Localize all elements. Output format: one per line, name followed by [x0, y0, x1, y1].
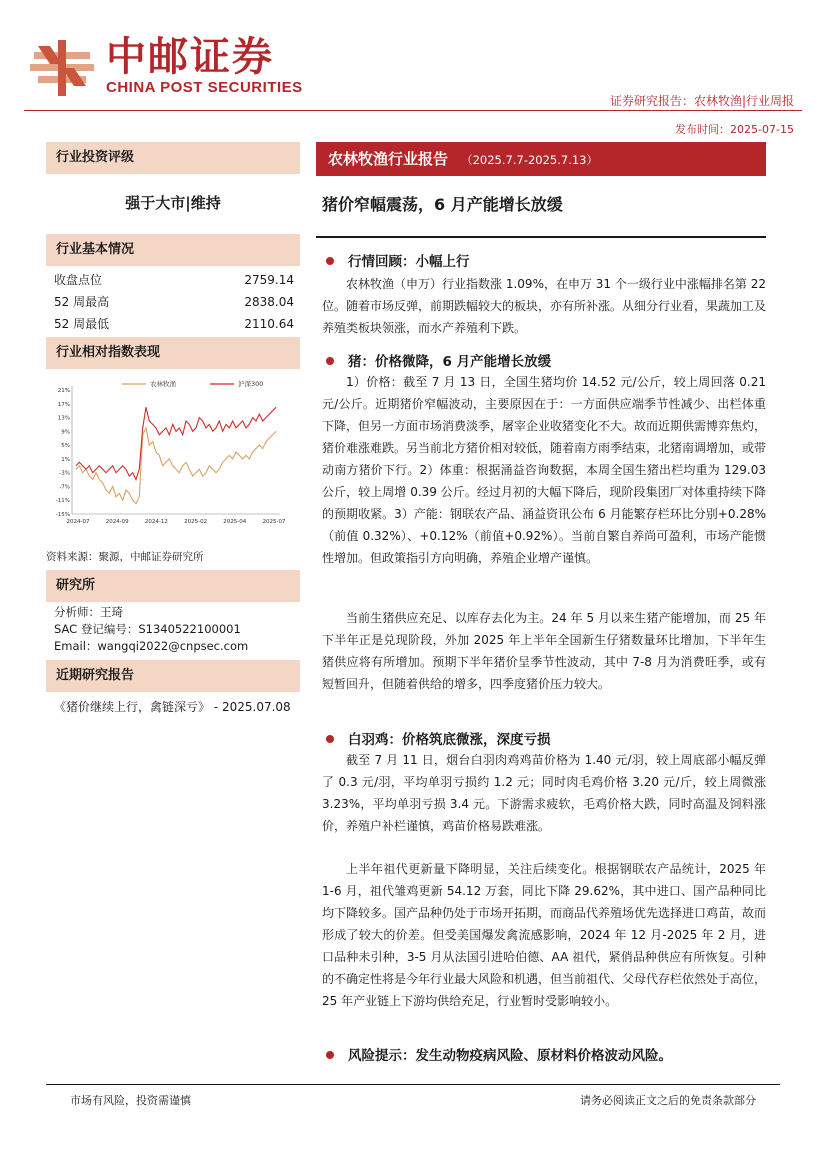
- section-heading: 行情回顾：小幅上行: [326, 250, 470, 270]
- risk-warning: 风险提示：发生动物疫病风险、原材料价格波动风险。: [326, 1044, 672, 1064]
- basics-value: 2759.14: [244, 273, 294, 287]
- bullet-icon: [326, 357, 334, 365]
- china-post-logo-icon: [28, 38, 96, 98]
- paragraph: 上半年祖代更新量下降明显，关注后续变化。根据钢联农产品统计，2025 年 1-6 月，祖代雏鸡更新 54.12 万套，同比下降 29.62%，其中进口、国产品种同比均下降较多。国产品种仍处于市场开拓期，而商品代养殖场优先选择进口鸡苗，故而形成了较大的价差。但受美国爆发禽流感影响，2024 年 12 月-2025 年 2 月，进口品种未引种，3-5 月从法国引进哈伯德、AA 祖代，紧俏品种供应有所恢复。引种的不确定性将是今年行业最大风险和机遇，但当前祖代、父母代存栏依然处于高位，25 年产业链上下游均供给充足，行业暂时受影响较小。: [322, 862, 767, 1008]
- y-tick-label: -15%: [55, 512, 70, 518]
- y-tick-label: -11%: [55, 498, 70, 505]
- report-type: 证券研究报告：农林牧渔|行业周报: [609, 94, 794, 108]
- report-headline: 猪价窄幅震荡，6 月产能增长放缓: [322, 195, 563, 214]
- bullet-icon: [326, 1051, 334, 1059]
- research-section-title: 研究所: [46, 570, 300, 602]
- basics-label: 收盘点位: [54, 273, 103, 287]
- chart-source: 资料来源：聚源，中邮证券研究所: [46, 551, 204, 563]
- industry-rating: 强于大市|维持: [125, 194, 221, 212]
- paragraph: 农林牧渔（申万）行业指数涨 1.09%，在申万 31 个一级行业中涨幅排名第 22 位。随着市场反弹，前期跌幅较大的板块，亦有所补涨。从细分行业看，果蔬加工及养殖类板块领涨，而水产养殖利下跌。: [322, 277, 767, 335]
- basics-label: 52 周最高: [54, 295, 110, 309]
- recent-section-title: 近期研究报告: [46, 660, 300, 692]
- analyst-sac: SAC 登记编号：S1340522100001: [54, 622, 241, 636]
- analyst-name: 分析师：王琦: [54, 605, 123, 619]
- relative-index-chart: [50, 376, 298, 532]
- bullet-icon: [326, 735, 334, 743]
- report-title: 农林牧渔行业报告: [328, 150, 449, 168]
- x-tick-label: 2025-07: [262, 519, 286, 525]
- basics-label: 52 周最低: [54, 317, 110, 331]
- brand-name-cn: 中邮证券: [106, 34, 274, 80]
- paragraph: 截至 7 月 11 日，烟台白羽肉鸡鸡苗价格为 1.40 元/羽，较上周底部小幅反弹了 0.3 元/羽，平均单羽亏损约 1.2 元；同时肉毛鸡价格 3.20 元/斤，较上周微涨 3.23%，平均单羽亏损 3.4 元。下游需求疲软，毛鸡价格大跌，同时高温及饲料涨价，养殖户补栏谨慎，鸡苗价格易跌难涨。: [322, 753, 766, 833]
- y-tick-label: 13%: [57, 415, 70, 422]
- x-tick-label: 2025-02: [184, 519, 208, 525]
- basics-row: [54, 291, 294, 313]
- y-tick-label: 9%: [61, 429, 70, 436]
- rating-section-title: 行业投资评级: [46, 142, 300, 174]
- legend-label: 农林牧渔: [150, 380, 176, 388]
- publish-date: 发布时间：2025-07-15: [675, 123, 794, 136]
- report-title-bar: [316, 142, 766, 176]
- y-tick-label: 5%: [61, 443, 70, 450]
- y-tick-label: -3%: [59, 470, 70, 477]
- basics-row: [54, 313, 294, 335]
- paragraph: 当前生猪供应充足、以库存去化为主。24 年 5 月以来生猪产能增加，而 25 年下半年正是兑现阶段，外加 2025 年上半年全国新生仔猪数量环比增加，下半年生猪供应将有所增加。预期下半年猪价呈季节性波动，其中 7-8 月为消费旺季，或有短暂回升，但随着供给的增多，四季度猪价压力较大。: [322, 611, 766, 691]
- y-tick-label: 1%: [61, 456, 70, 463]
- series-line-agri: [76, 428, 276, 504]
- analyst-email: Email：wangqi2022@cnpsec.com: [54, 639, 249, 653]
- y-tick-label: 17%: [57, 401, 70, 408]
- paragraph: 1）价格：截至 7 月 13 日，全国生猪均价 14.52 元/公斤，较上周回落 0.21 元/公斤。近期猪价窄幅波动，主要原因在于：一方面供应端季节性减少、出栏体重下降，但另一方面市场消费淡季，屠宰企业收猪变化不大。故而近期供需博弈焦灼，猪价难涨难跌。另当前北方猪价相对较低，随着南方雨季结束，北猪南调增加，或带动南方猪价下行。2）体重：根据涌益咨询数据，本周全国生猪出栏均重为 129.03 公斤，较上周增 0.39 公斤。经过月初的大幅下降后，现阶段集团厂对体重持续下降的预期收紧。3）产能：钢联农产品、涌益资讯公布 6 月能繁存栏环比分别+0.28%（前值 0.32%）、+0.12%（前值+0.92%）。当前自繁自养尚可盈利，市场产能惯性增加。但政策指引方向明确，养殖企业增产谨慎。: [322, 375, 767, 565]
- basics-value: 2110.64: [244, 317, 294, 331]
- headline-divider: [316, 236, 766, 238]
- basics-row: [54, 269, 294, 291]
- x-tick-label: 2024-09: [105, 519, 129, 525]
- brand-name-en: CHINA POST SECURITIES: [106, 79, 303, 96]
- x-tick-label: 2024-12: [144, 519, 168, 525]
- section-heading: 白羽鸡：价格筑底微涨，深度亏损: [326, 728, 551, 748]
- y-tick-label: -7%: [59, 484, 70, 491]
- basics-section-title: 行业基本情况: [46, 234, 300, 266]
- header-divider: [24, 110, 802, 111]
- recent-report-link[interactable]: 《猪价继续上行，禽链深亏》 - 2025.07.08: [54, 700, 291, 714]
- footer-divider: [46, 1084, 780, 1085]
- y-tick-label: 21%: [57, 388, 70, 394]
- footer-disclaimer-left: 市场有风险，投资需谨慎: [70, 1094, 191, 1107]
- footer-disclaimer-right: 请务必阅读正文之后的免责条款部分: [580, 1094, 756, 1107]
- bullet-icon: [326, 257, 334, 265]
- report-period: （2025.7.7-2025.7.13）: [461, 153, 598, 167]
- x-tick-label: 2025-04: [223, 519, 247, 525]
- perf-section-title: 行业相对指数表现: [46, 337, 300, 369]
- section-heading: 猪：价格微降，6 月产能增长放缓: [326, 350, 551, 370]
- x-tick-label: 2024-07: [66, 519, 90, 525]
- basics-value: 2838.04: [244, 295, 294, 309]
- legend-label: 沪深300: [238, 380, 264, 388]
